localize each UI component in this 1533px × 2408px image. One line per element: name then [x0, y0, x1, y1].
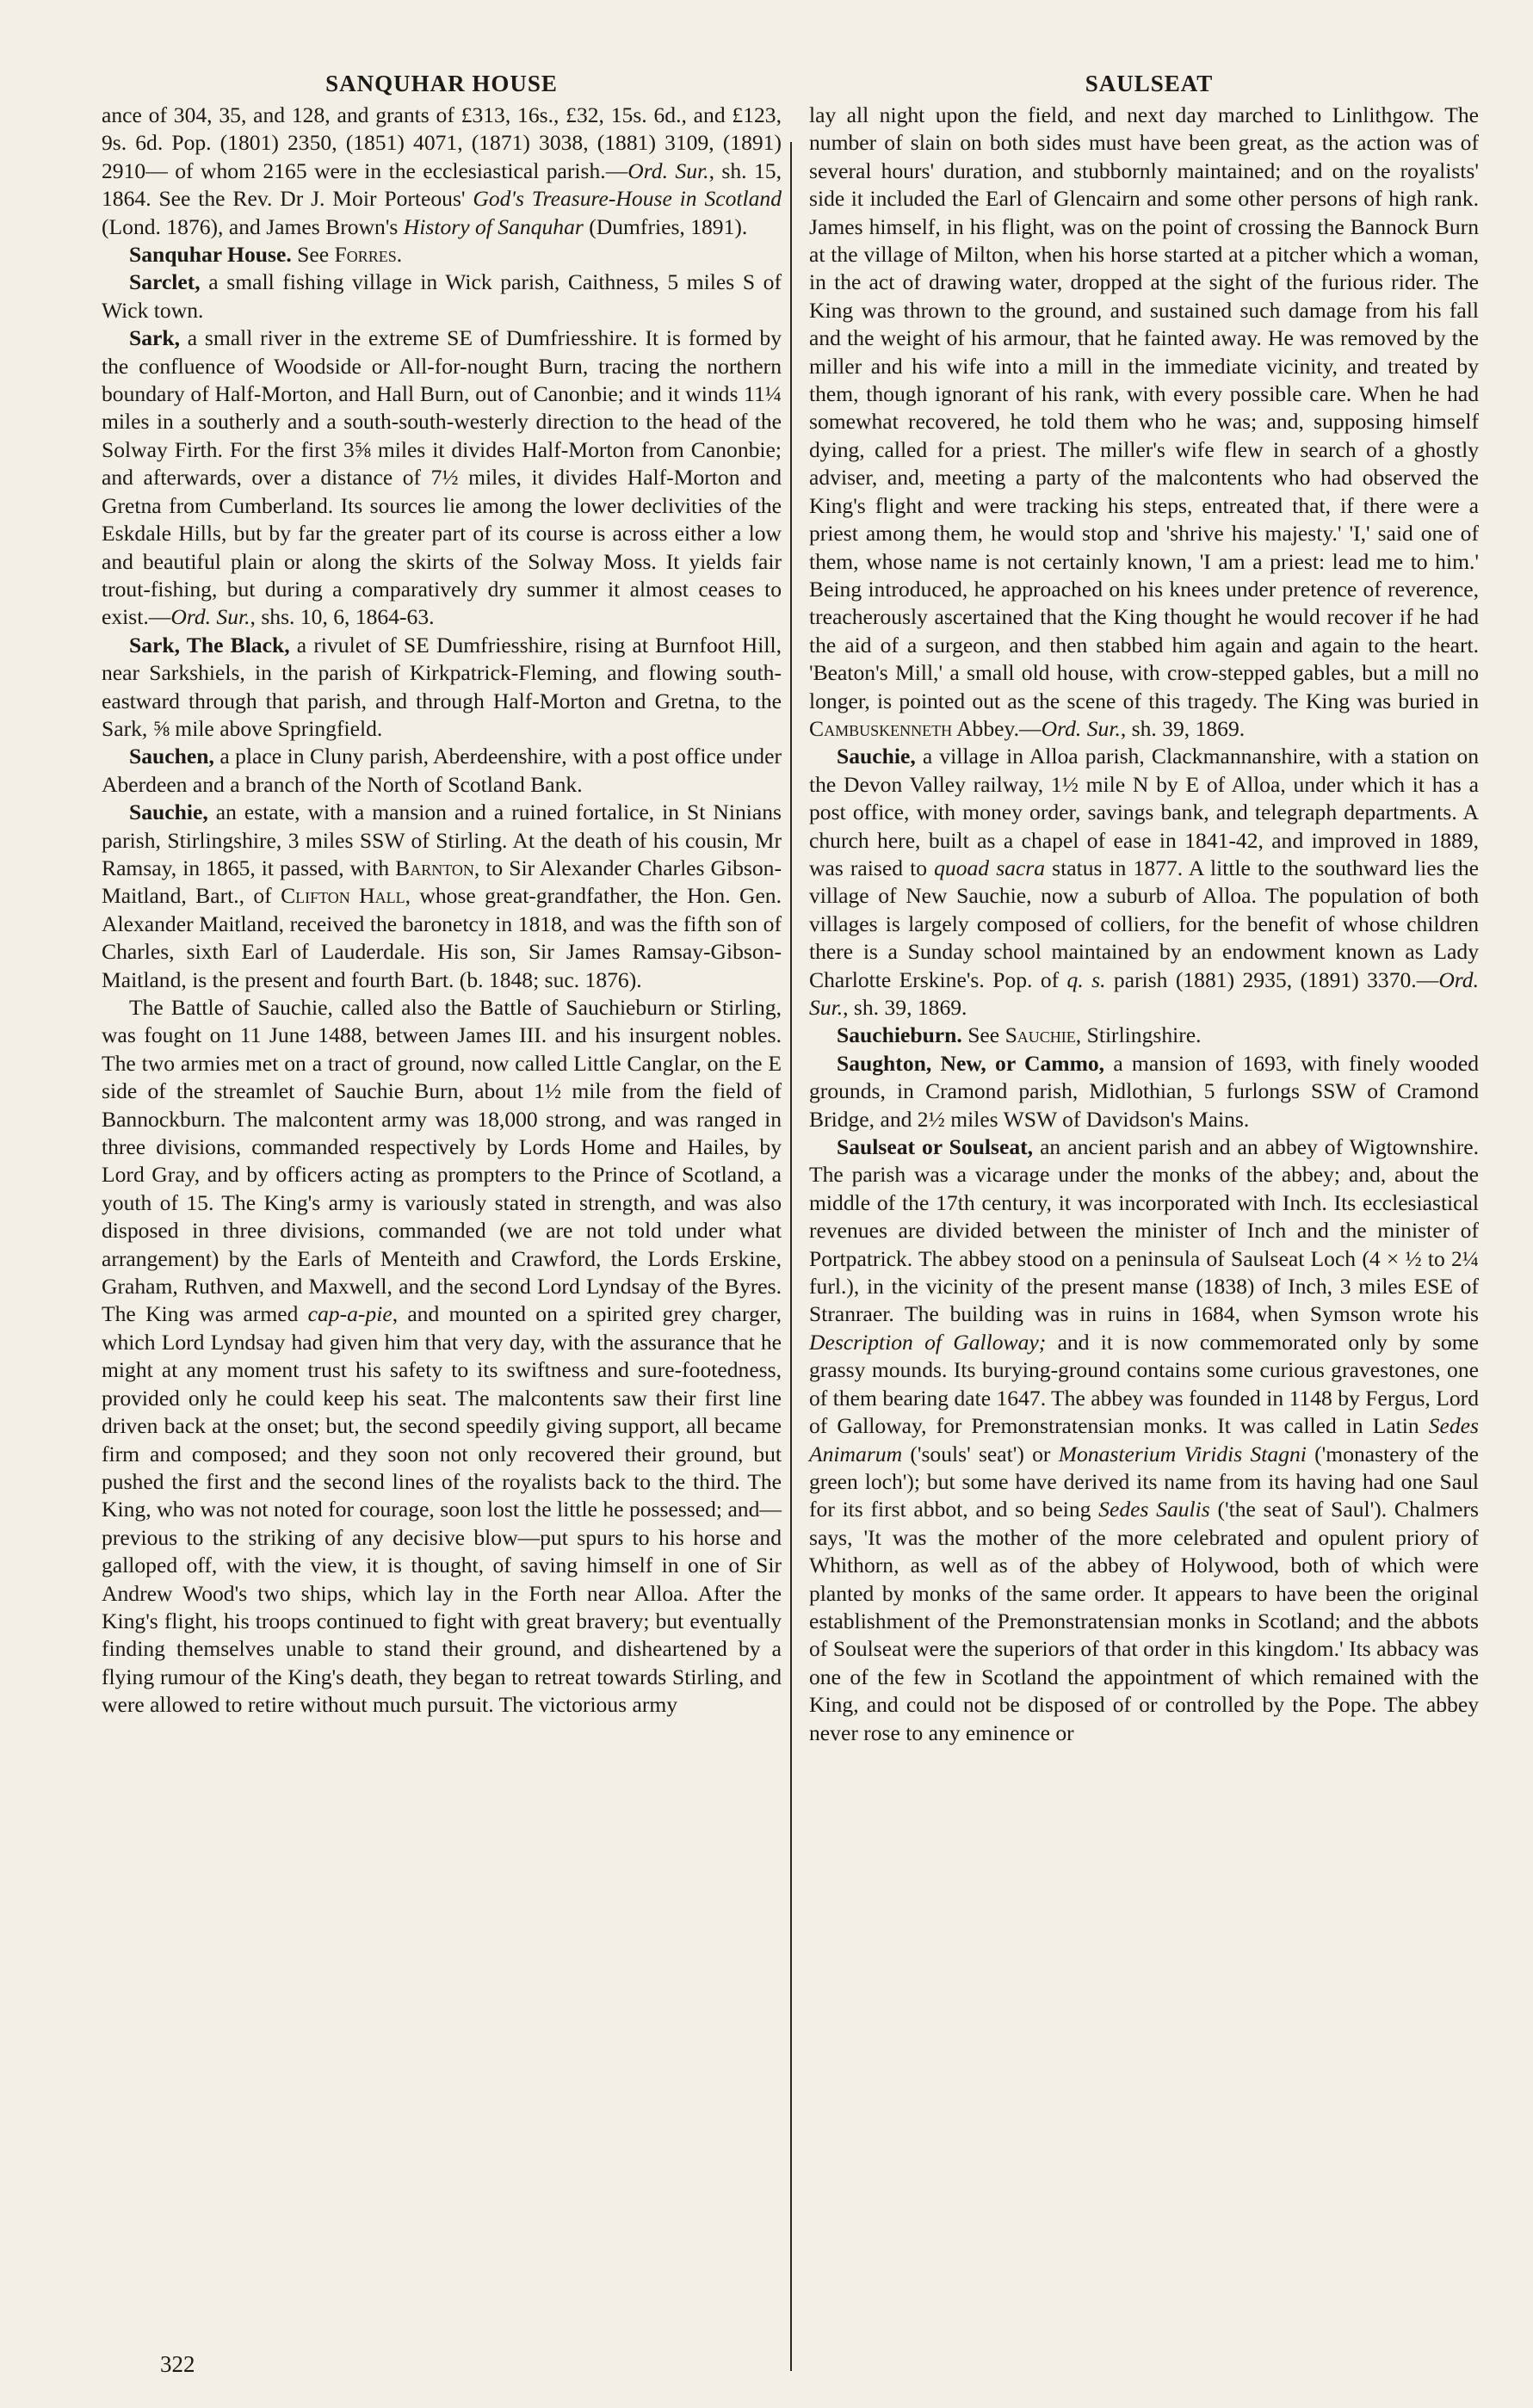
italic-phrase: quoad sacra — [934, 855, 1046, 880]
entry-text: a mansion of 1693, with finely wooded grounds, in Cramond parish, Midlothian, 5 furlongs SSW of Cramond Bridge, and 2½ miles WSW of Davidson's Mains. — [809, 1050, 1479, 1132]
page-number: 322 — [160, 2351, 195, 2377]
entry-battle-continued — [809, 102, 1479, 743]
entry-text: , Stirlingshire. — [1075, 1022, 1202, 1048]
entry-headword: Sarclet, — [129, 269, 201, 295]
entry-text: a place in Cluny parish, Aberdeenshire, with a post office under Aberdeen and a branch of the North of Scotland Bank. — [102, 744, 782, 797]
cross-reference: Forres — [334, 242, 397, 268]
entry-headword: Saulseat or Soulseat, — [837, 1134, 1034, 1160]
entry-text: See — [291, 242, 335, 268]
ordnance-survey-ref: Ord. Sur. — [170, 604, 250, 630]
entry-text: lay all night upon the field, and next day marched to Linlithgow. The number of slain on both sides must have been great, as the action was of several hours' duration, and stubbornly maintained; and on the royalists' side it included the Earl of Glencairn and some other persons of high rank. James himself, in his flight, was on the point of crossing the Bannock Burn at the village of Milton, when his horse started at a pitcher which a woman, in the act of drawing water, dropped at the sight of the furious rider. The King was thrown to the ground, and sustained such damage from his fall and the weight of his armour, that he fainted away. He was removed by the miller and his wife into a mill in the immediate vicinity, and treated by them, though ignorant of his rank, with every possible care. When he had somewhat recovered, he told them who he was; and, supposing himself dying, called for a priest. The miller's wife flew in search of a ghostly adviser, and, meeting a party of the malcontents who had observed the King's flight and were tracking his steps, entreated that, if there were a priest among them, he would stop and 'shrive his majesty.' 'I,' said one of them, whose name is not certainly known, 'I am a priest: lead me to him.' Being introduced, he approached on his knees under pretence of reverence, treacherously ascertained that the King thought he would recover if he had the aid of a surgeon, and then stabbed him again and again to the heart. 'Beaton's Mill,' a small old house, with crow-stepped gables, but a mill no longer, is pointed out as the scene of this tragedy. The King was buried in — [809, 102, 1479, 713]
entry-sauchie-village — [809, 743, 1479, 1022]
entry-text: ('monastery of the green loch'); but some have derived its name from its having had one Saul for its first abbot, and so being — [809, 1441, 1480, 1522]
entry-text: ance of 304, 35, and 128, and grants of £313, 16s., £32, 15s. 6d., and £123, 9s. 6d. Pop. (1801) 2350, (1851) 4071, (1871) 3038, (1881) 3109, (1891) 2910— of whom 2165 were in the ecclesiastical parish.— — [102, 102, 782, 183]
entry-text: , sh. 39, 1869. — [843, 995, 967, 1020]
entry-sauchieburn — [809, 1022, 1479, 1049]
italic-phrase: q. s. — [1066, 966, 1106, 992]
entry-text: See — [961, 1022, 1005, 1048]
entry-text: ('the seat of Saul'). Chalmers says, 'It was the mother of the more celebrated and opulent priory of Whithorn, as well as of the abbey of Holywood, both of which were planted by monks of the same order. It appears to have been the original establishment of the Premonstratensian monks in Scotland; and the abbots of Soulseat were the superiors of that order in this kingdom.' Its abbacy was one of the few in Scotland the appointment of which remained with the King, and could not be disposed of or controlled by the Pope. The abbey never rose to any eminence or — [809, 1497, 1479, 1745]
book-title: God's Treasure-House in Scotland — [473, 186, 782, 212]
entry-text: , whose great-grandfather, the Hon. Gen. Alexander Maitland, received the baronetcy in 1818, and was the fifth son of Charles, sixth Earl of Lauderdale. His son, Sir James Ramsay-Gibson-Maitland, is the present and fourth Bart. (b. 1848; suc. 1876). — [102, 883, 782, 992]
entry-text: status in 1877. A little to the southward lies the village of New Sauchie, now a suburb of Alloa. The population of both villages is largely composed of colliers, for the benefit of whose children there is a Sunday school maintained by an endowment known as Lady Charlotte Erskine's. Pop. of — [809, 855, 1479, 992]
latin-name: Sedes Animarum — [809, 1413, 1479, 1466]
book-title: Description of Galloway; — [809, 1329, 1047, 1355]
cross-reference: Barnton — [395, 855, 474, 880]
entry-headword: Sark, The Black, — [129, 632, 290, 658]
right-column — [809, 102, 1479, 1747]
cross-reference: Clifton Hall — [281, 883, 405, 909]
entry-battle-of-sauchie — [102, 994, 782, 1720]
running-head-left: SANQUHAR HOUSE — [325, 71, 558, 96]
ordnance-survey-ref: Ord. Sur. — [1041, 715, 1121, 741]
entry-sarclet — [102, 269, 782, 324]
entry-sauchen — [102, 743, 782, 799]
entry-text: a small fishing village in Wick parish, Caithness, 5 miles S of Wick town. — [102, 269, 782, 323]
entry-text: Abbey.— — [952, 715, 1042, 741]
entry-headword: Sauchieburn. — [837, 1022, 962, 1048]
entry-text: ('souls' seat') or — [902, 1441, 1059, 1466]
entry-saughton — [809, 1050, 1479, 1133]
left-column — [102, 102, 782, 1720]
entry-sanquhar-house — [102, 241, 782, 269]
entry-headword: Sark, — [129, 325, 181, 351]
cross-reference: Sauchie — [1004, 1022, 1076, 1048]
entry-headword: Saughton, New, or Cammo, — [837, 1050, 1105, 1076]
entry-text: a rivulet of SE Dumfriesshire, rising at Burnfoot Hill, near Sarkshiels, in the parish of Kirkpatrick-Fleming, and flowing south-eastward through that parish, and through Half-Morton and Gretna, to the Sark, ⅝ mile above Springfield. — [102, 632, 782, 741]
entry-text: , sh. 15, 1864. See the Rev. Dr J. Moir Porteous' — [102, 157, 782, 212]
entry-text: . — [396, 242, 403, 268]
ordnance-survey-ref: Ord. Sur. — [809, 966, 1480, 1020]
cross-reference: Cambuskenneth — [809, 715, 953, 741]
entry-text: , and mounted on a spirited grey charger, which Lord Lyndsay had given him that very day, with the assurance that he might at any moment trust his safety to its swiftness and sure-footedness, provided only he could keep his seat. The malcontents saw their first line driven back at the onset; but, the second speedily giving support, all became firm and composed; and they soon not only recovered their ground, but pushed the first and the second lines of the royalists back to the third. The King, who was not noted for courage, soon lost the little he possessed; and—previous to the striking of any decisive blow—put spurs to his horse and galloped off, with the view, it is thought, of saving himself in one of Sir Andrew Wood's two ships, which lay in the Forth near Alloa. After the King's flight, his troops continued to fight with great bravery; but eventually finding themselves unable to stand their ground, and disheartened by a flying rumour of the King's death, they began to retreat towards Stirling, and were allowed to retire without much pursuit. The victorious army — [102, 1301, 782, 1718]
latin-name: Sedes Saulis — [1098, 1497, 1210, 1522]
entry-text: an ancient parish and an abbey of Wigtownshire. The parish was a vicarage under the monks of the abbey; and, about the middle of the 17th century, it was incorporated with Inch. Its ecclesiastical revenues are divided between the minister of Inch and the minister of Portpatrick. The abbey stood on a peninsula of Saulseat Loch (4 × ½ to 2¼ furl.), in the vicinity of the present manse (1838) of Inch, 3 miles ESE of Stranraer. The building was in ruins in 1684, when Symson wrote his — [809, 1134, 1479, 1327]
book-title: History of Sanquhar — [403, 213, 584, 239]
entry-saulseat — [809, 1133, 1479, 1747]
entry-text: and it is now commemorated only by some grassy mounds. Its burying-ground contains some curious gravestones, one of them bearing date 1647. The abbey was founded in 1148 by Fergus, Lord of Galloway, for Premonstratensian monks. It was called in Latin — [809, 1329, 1479, 1439]
entry-text: (Dumfries, 1891). — [583, 213, 748, 239]
entry-sark — [102, 324, 782, 631]
entry-text: parish (1881) 2935, (1891) 3370.— — [1105, 966, 1439, 992]
entry-text: an estate, with a mansion and a ruined fortalice, in St Ninians parish, Stirlingshire, 3 miles SSW of Stirling. At the death of his cousin, Mr Ramsay, in 1865, it passed, with — [102, 800, 782, 880]
entry-text: The Battle of Sauchie, called also the Battle of Sauchieburn or Stirling, was fought on 11 June 1488, between James III. and his insurgent nobles. The two armies met on a tract of ground, now called Little Canglar, on the E side of the streamlet of Sauchie Burn, about 1½ mile from the field of Bannockburn. The malcontent army was 18,000 strong, and was ranged in three divisions, commanded respectively by Lords Home and Hailes, by Lord Gray, and by officers acting as prompters to the Prince of Scotland, a youth of 15. The King's army is variously stated in strength, and was also disposed in three divisions, commanded (we are not told under what arrangement) by the Earls of Menteith and Crawford, the Lords Erskine, Graham, Ruthven, and Maxwell, and the second Lord Lyndsay of the Byres. The King was armed — [102, 995, 782, 1327]
entry-sauchie-estate — [102, 799, 782, 994]
italic-phrase: cap-a-pie — [307, 1301, 393, 1327]
entry-text: a village in Alloa parish, Clackmannanshire, with a station on the Devon Valley railway, 1½ mile N by E of Alloa, under which it has a post office, with money order, savings bank, and telegraph departments. A church here, built as a chapel of ease in 1841-42, and improved in 1889, was raised to — [809, 744, 1479, 880]
entry-headword: Sauchie, — [129, 800, 208, 825]
entry-text: , to Sir Alexander Charles Gibson-Maitland, Bart., of — [102, 855, 782, 909]
ordnance-survey-ref: Ord. Sur. — [627, 157, 709, 183]
entry-text: a small river in the extreme SE of Dumfriesshire. It is formed by the confluence of Woodside or All-for-nought Burn, tracing the northern boundary of Half-Morton, and Hall Burn, out of Canonbie; and it winds 11¼ miles in a southerly and a south-south-westerly direction to the head of the Solway Firth. For the first 3⅝ miles it divides Half-Morton from Canonbie; and afterwards, over a distance of 7½ miles, it divides Half-Morton and Gretna from Cumberland. Its sources lie among the lower declivities of the Eskdale Hills, but by far the greater part of its course is across either a low and beautiful plain or along the skirts of the Solway Moss. It yields fair trout-fishing, but during a comparatively dry summer it almost ceases to exist.— — [102, 325, 782, 630]
entry-text: (Lond. 1876), and James Brown's — [102, 213, 404, 239]
latin-name: Monasterium Viridis Stagni — [1058, 1441, 1307, 1466]
running-head-right: SAULSEAT — [1085, 71, 1214, 96]
entry-text: , sh. 39, 1869. — [1120, 715, 1246, 741]
entry-sark-the-black — [102, 632, 782, 744]
entry-headword: Sauchie, — [837, 744, 916, 769]
entry-headword: Sanquhar House. — [129, 242, 292, 268]
entry-headword: Sauchen, — [129, 744, 214, 769]
entry-text: , shs. 10, 6, 1864-63. — [250, 604, 435, 630]
entry-sanquhar-continued — [102, 102, 782, 241]
column-divider — [790, 142, 792, 2371]
